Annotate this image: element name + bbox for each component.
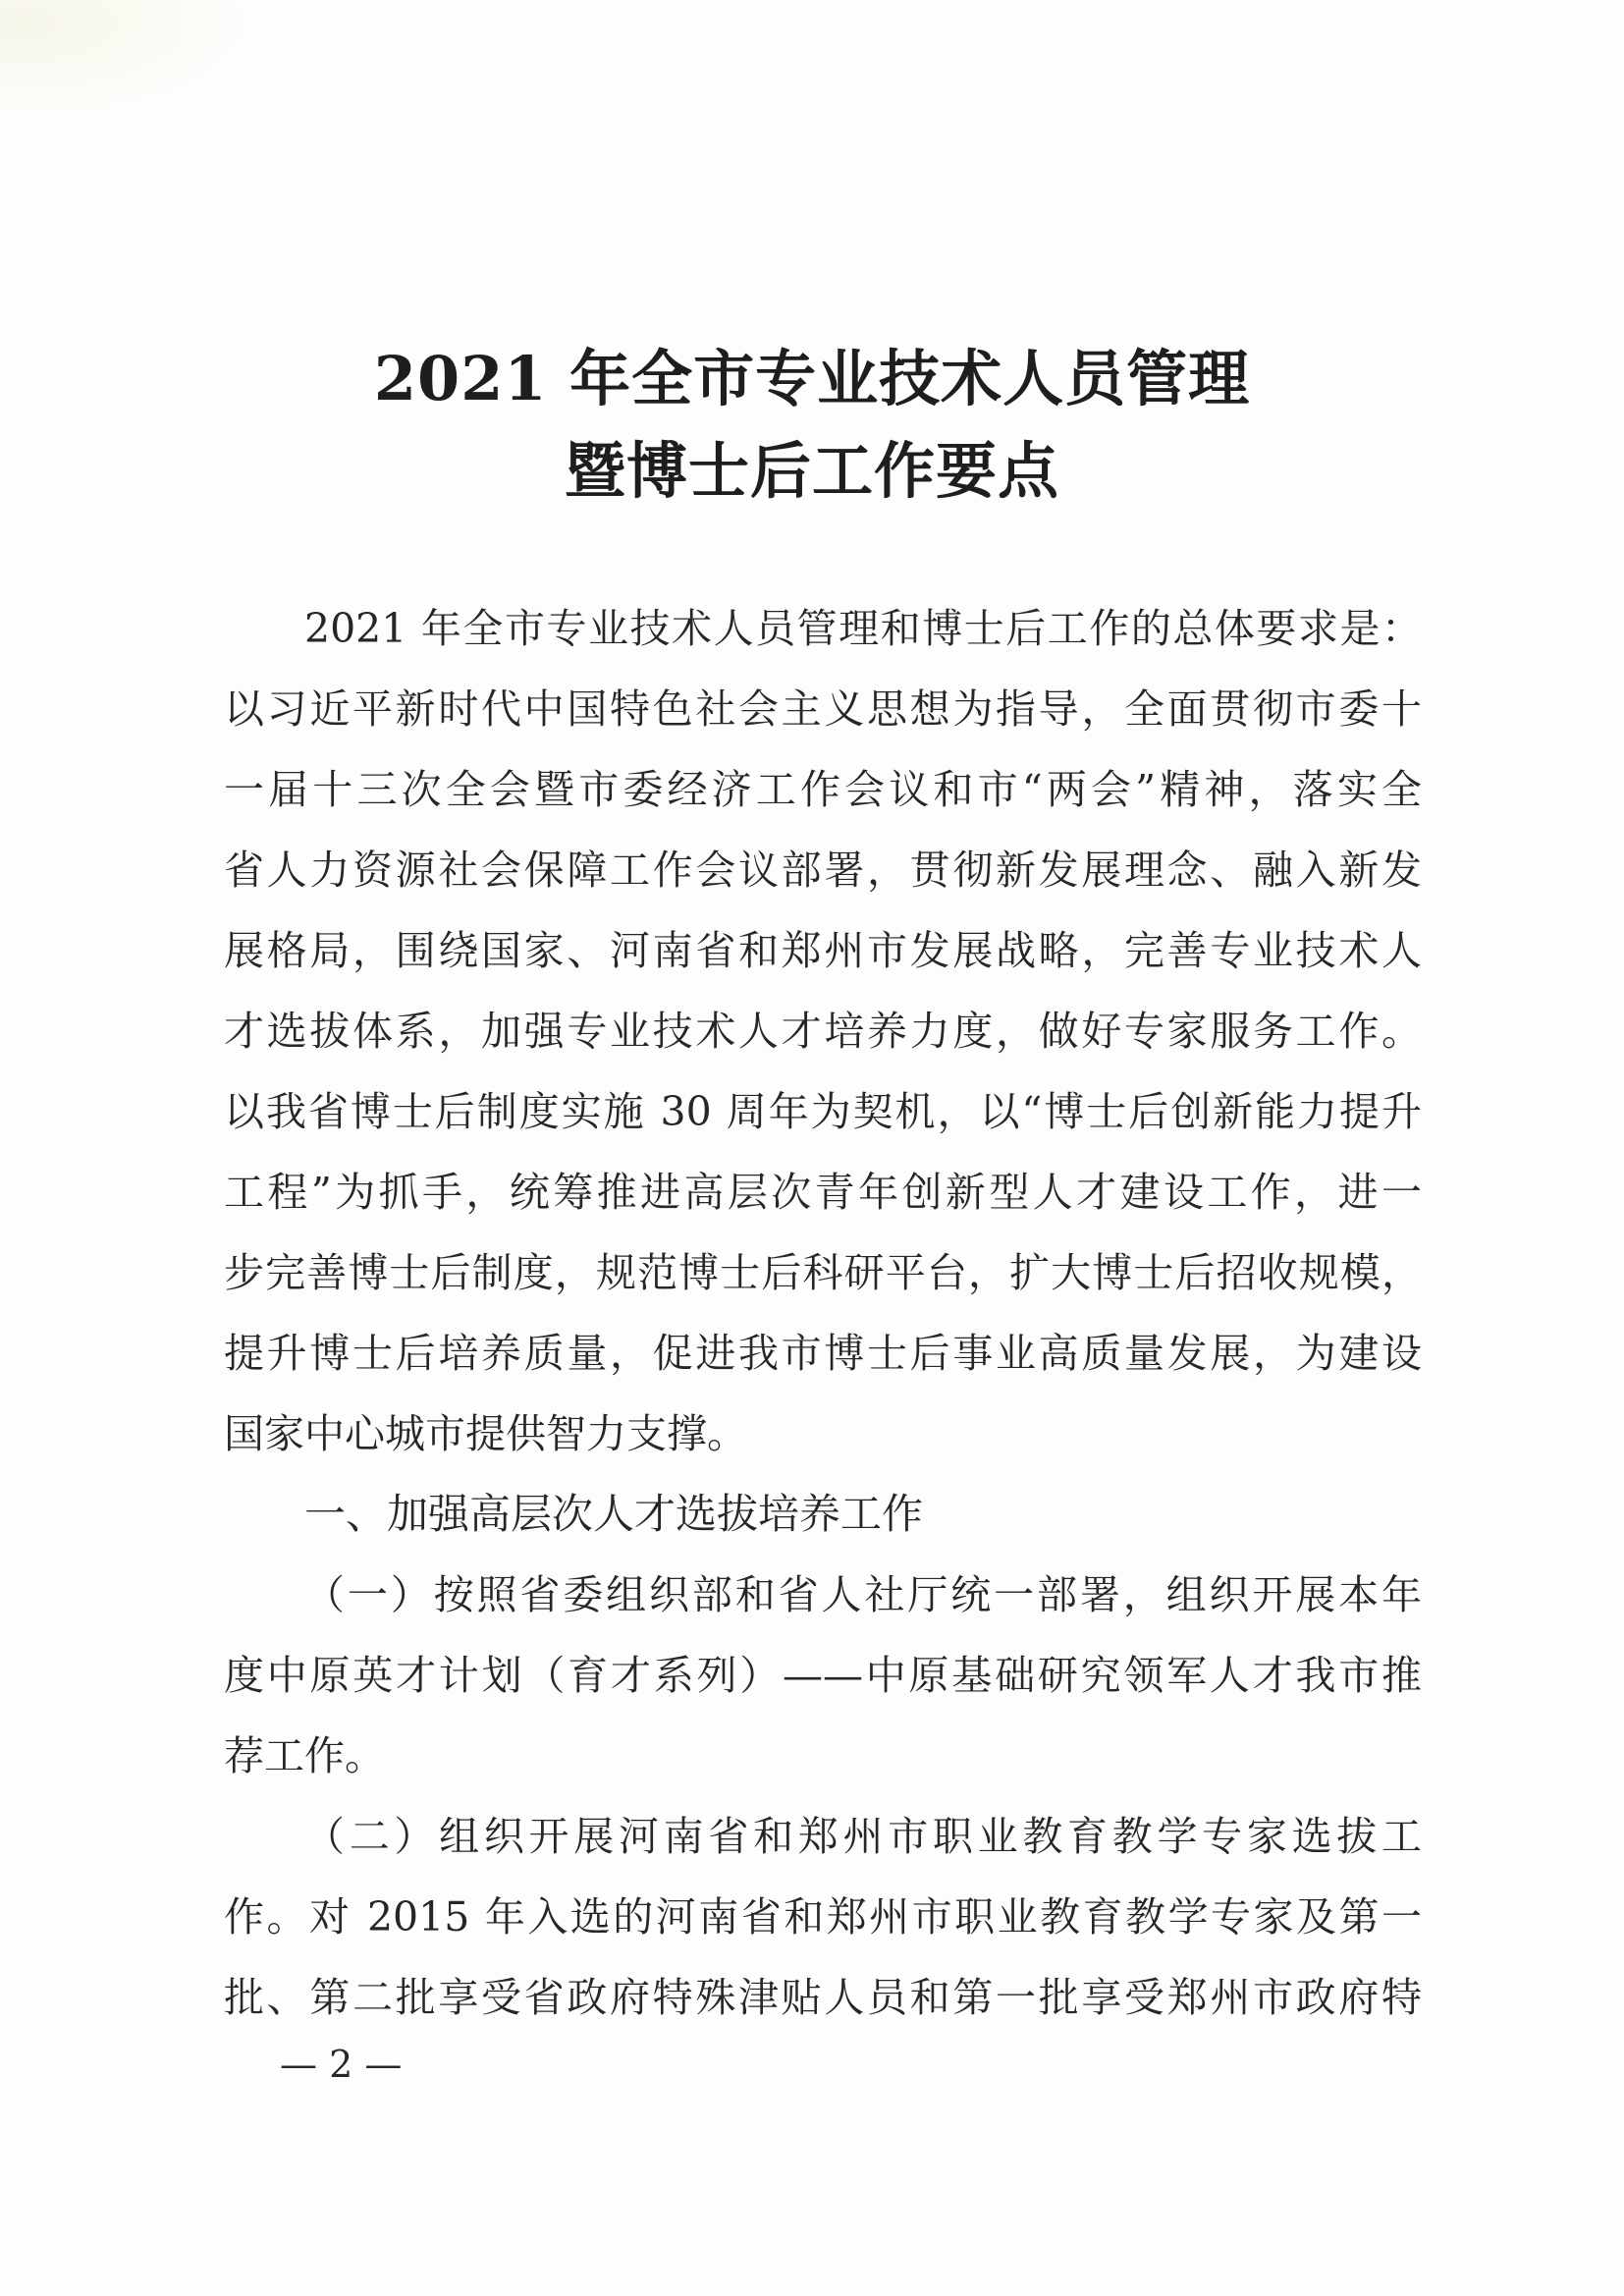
intro-paragraph-line: 展格局，围绕国家、河南省和郑州市发展战略，完善专业技术人: [224, 927, 1422, 974]
intro-paragraph-line: 以习近平新时代中国特色社会主义思想为指导，全面贯彻市委十: [224, 685, 1422, 733]
document-title-line-1: 2021 年全市专业技术人员管理: [373, 343, 1251, 414]
intro-paragraph-line: 才选拔体系，加强专业技术人才培养力度，做好专家服务工作。: [224, 1008, 1422, 1055]
intro-paragraph-line: 省人力资源社会保障工作会议部署，贯彻新发展理念、融入新发: [224, 847, 1422, 894]
intro-paragraph-line: 步完善博士后制度，规范博士后科研平台，扩大博士后招收规模，: [224, 1249, 1422, 1296]
intro-paragraph-line: 一届十三次全会暨市委经济工作会议和市“两会”精神，落实全: [224, 766, 1422, 813]
intro-paragraph-line: 以我省博士后制度实施 30 周年为契机，以“博士后创新能力提升: [224, 1088, 1422, 1135]
intro-paragraph-line: 工程”为抓手，统筹推进高层次青年创新型人才建设工作，进一: [224, 1169, 1422, 1216]
item-1-line: 荐工作。: [224, 1732, 385, 1779]
page-number: — 2 —: [280, 2043, 403, 2086]
intro-paragraph-line: 2021 年全市专业技术人员管理和博士后工作的总体要求是：: [304, 605, 1422, 652]
item-2-line: （二）组织开展河南省和郑州市职业教育教学专家选拔工: [304, 1813, 1422, 1860]
item-1-line: （一）按照省委组织部和省人社厅统一部署，组织开展本年: [304, 1571, 1422, 1618]
document-title-line-2: 暨博士后工作要点: [564, 435, 1059, 507]
scan-discoloration: [0, 0, 255, 118]
item-1-line: 度中原英才计划（育才系列）——中原基础研究领军人才我市推: [224, 1652, 1422, 1699]
intro-paragraph-line: 国家中心城市提供智力支撑。: [224, 1410, 747, 1457]
section-1-heading: 一、加强高层次人才选拔培养工作: [304, 1490, 924, 1538]
item-2-line: 批、第二批享受省政府特殊津贴人员和第一批享受郑州市政府特: [224, 1974, 1422, 2021]
intro-paragraph-line: 提升博士后培养质量，促进我市博士后事业高质量发展，为建设: [224, 1330, 1422, 1377]
item-2-line: 作。对 2015 年入选的河南省和郑州市职业教育教学专家及第一: [224, 1893, 1422, 1941]
